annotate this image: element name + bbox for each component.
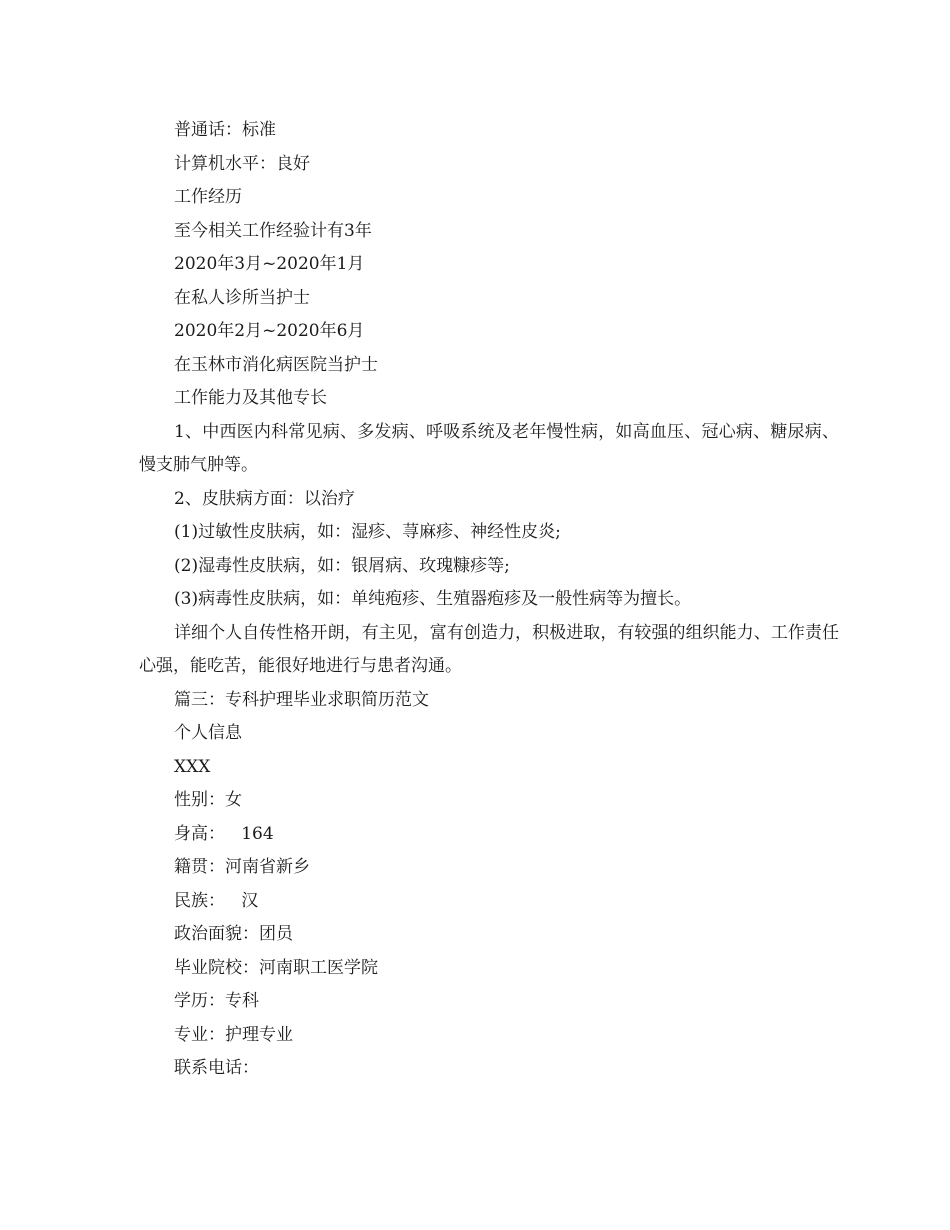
document-body xyxy=(139,114,839,1086)
info-line-school: 毕业院校：河南职工医学院 xyxy=(174,957,378,978)
info-line-ethnicity: 民族： 汉 xyxy=(174,890,259,911)
skill-item-3: (3)病毒性皮肤病，如：单纯疱疹、生殖器疱疹及一般性病等为擅长。 xyxy=(174,589,692,609)
text-line-experience-years: 至今相关工作经验计有3年 xyxy=(174,220,372,241)
info-line-political-status: 政治面貌：团员 xyxy=(174,924,293,944)
text-line-computer-level: 计算机水平：良好 xyxy=(174,153,310,174)
skill-item-2: (2)湿毒性皮肤病，如：银屑病、玫瑰糠疹等; xyxy=(174,555,510,576)
skill-item-1: (1)过敏性皮肤病，如：湿疹、荨麻疹、神经性皮炎; xyxy=(174,522,561,542)
info-line-gender: 性别：女 xyxy=(174,790,242,810)
text-line-job-2: 在玉林市消化病医院当护士 xyxy=(174,354,378,375)
section-title: 篇三：专科护理毕业求职简历范文 xyxy=(174,689,429,710)
info-line-major: 专业：护理专业 xyxy=(174,1024,293,1045)
text-line-period-1: 2020年3月~2020年1月 xyxy=(174,254,365,274)
skill-paragraph-1: 1、中西医内科常见病、多发病、呼吸系统及老年慢性病，如高血压、冠心病、糖尿病、慢支肺气肿等。 xyxy=(139,421,839,475)
skill-paragraph-2: 2、皮肤病方面：以治疗 xyxy=(174,488,355,509)
self-evaluation-paragraph: 详细个人自传性格开朗，有主见，富有创造力，积极进取，有较强的组织能力、工作责任心强，能吃苦，能很好地进行与患者沟通。 xyxy=(139,622,839,676)
info-line-height: 身高： 164 xyxy=(174,823,274,844)
text-line-work-heading: 工作经历 xyxy=(174,187,242,207)
info-line-name: XXX xyxy=(174,756,211,777)
text-line-period-2: 2020年2月~2020年6月 xyxy=(174,321,365,341)
info-heading: 个人信息 xyxy=(174,723,242,743)
text-line-job-1: 在私人诊所当护士 xyxy=(174,287,310,308)
text-line-skills-heading: 工作能力及其他专长 xyxy=(174,388,327,408)
info-line-education: 学历：专科 xyxy=(174,991,259,1011)
info-line-origin: 籍贯：河南省新乡 xyxy=(174,857,310,877)
text-line-mandarin: 普通话：标准 xyxy=(174,120,276,140)
info-line-phone: 联系电话： xyxy=(174,1058,259,1078)
